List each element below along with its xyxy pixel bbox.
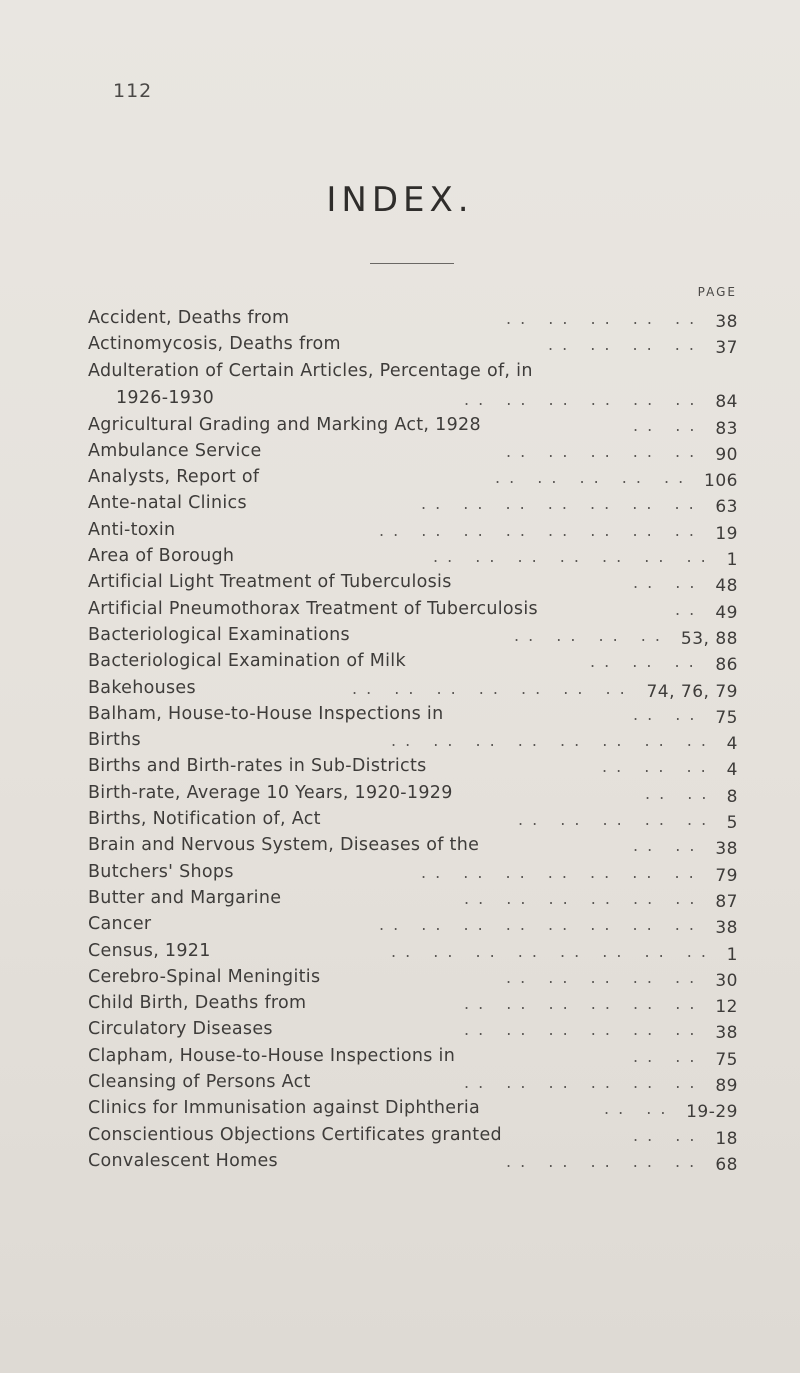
dot-leader: .. .. [645, 783, 716, 803]
dot-leader: .. .. [633, 573, 704, 593]
index-entry [88, 805, 738, 834]
entry-page-number: 38 [715, 1023, 738, 1044]
entry-page-number: 37 [715, 338, 738, 359]
dot-leader: .. .. .. .. .. .. [464, 994, 704, 1014]
dot-leader: .. .. .. .. .. .. [464, 888, 704, 908]
entry-page-number: 86 [715, 655, 738, 676]
index-entry [88, 330, 738, 359]
entry-page-number: 19 [715, 523, 738, 544]
entry-text: Area of Borough [88, 546, 235, 567]
dot-leader: .. .. .. .. .. [506, 967, 704, 987]
entry-text: Births, Notification of, Act [88, 809, 321, 830]
entry-text: Anti-toxin [88, 519, 176, 540]
index-entry [88, 463, 738, 492]
entry-text: Births and Birth-rates in Sub-Districts [88, 756, 427, 777]
entry-page-number: 89 [715, 1076, 738, 1097]
index-entry [88, 595, 738, 621]
page-title: INDEX. [326, 180, 474, 220]
dot-leader: .. .. .. .. .. .. .. [421, 494, 703, 514]
dot-leader: .. .. .. .. .. .. .. [433, 547, 715, 567]
entry-page-number: 53, 88 [680, 628, 738, 649]
entry-page-number: 49 [715, 602, 738, 623]
index-entry [88, 779, 738, 805]
index-entry [88, 542, 738, 571]
dot-leader: .. .. .. .. .. .. .. .. [379, 520, 703, 540]
entry-page-number: 63 [715, 497, 738, 518]
index-entry [88, 674, 738, 700]
index-entry [88, 437, 738, 463]
entry-text: Butchers' Shops [88, 861, 234, 882]
index-entry [88, 726, 738, 755]
entry-text: Census, 1921 [88, 940, 211, 961]
index-entry [88, 304, 738, 330]
dot-leader: .. .. .. .. [514, 625, 669, 645]
index-entries [88, 304, 738, 1173]
entry-text: Artificial Light Treatment of Tuberculosis [88, 572, 452, 593]
entry-page-number: 18 [715, 1128, 738, 1149]
index-entry [88, 1094, 738, 1123]
dot-leader: .. .. [633, 1125, 704, 1145]
entry-page-number: 19-29 [686, 1102, 738, 1123]
dot-leader: .. .. .. .. .. .. .. [421, 862, 703, 882]
index-entry [88, 411, 738, 437]
entry-text: Births [88, 730, 141, 751]
dot-leader: .. .. [633, 836, 704, 856]
index-entry [88, 1042, 738, 1068]
entry-page-number: 38 [715, 839, 738, 860]
index-entry [88, 1121, 738, 1147]
dot-leader: .. .. .. .. [548, 335, 703, 355]
entry-page-number: 4 [726, 734, 738, 755]
entry-page-number: 8 [726, 786, 738, 807]
entry-page-number: 90 [715, 444, 738, 465]
dot-leader: .. .. .. .. .. .. [464, 1020, 704, 1040]
dot-leader: .. .. .. [590, 652, 703, 672]
entry-text: Analysts, Report of [88, 467, 260, 488]
index-entry [88, 910, 738, 939]
entry-text: Circulatory Diseases [88, 1019, 273, 1040]
entry-text: Accident, Deaths from [88, 308, 290, 328]
entry-page-number: 12 [715, 997, 738, 1018]
entry-text: Clinics for Immunisation against Diphtheria [88, 1098, 481, 1119]
entry-page-number: 68 [715, 1154, 738, 1175]
dot-leader: .. .. .. .. .. .. .. .. [379, 915, 703, 935]
index-entry [88, 700, 738, 726]
index-entry [88, 489, 738, 518]
entry-page-number: 38 [715, 312, 738, 332]
entry-page-number: 1 [726, 944, 738, 965]
index-entry [88, 357, 738, 411]
dot-leader: .. .. [633, 704, 704, 724]
entry-text: Brain and Nervous System, Diseases of the [88, 835, 480, 856]
entry-text: Actinomycosis, Deaths from [88, 334, 341, 355]
dot-leader: .. [675, 599, 704, 619]
index-entry [88, 963, 738, 989]
dot-leader: .. .. .. .. .. .. .. .. [391, 941, 715, 961]
dot-leader: .. .. .. .. .. .. .. .. [391, 731, 715, 751]
entry-text: Cerebro-Spinal Meningitis [88, 966, 321, 987]
entry-page-number: 1 [726, 550, 738, 571]
index-entry [88, 647, 738, 676]
entry-page-number: 84 [715, 391, 738, 412]
entry-page-number: 30 [715, 970, 738, 991]
entry-text-continuation: 1926-1930 [116, 387, 215, 408]
index-entry [88, 568, 738, 597]
dot-leader: .. .. [633, 415, 704, 435]
entry-text: Cancer [88, 914, 152, 935]
entry-page-number: 83 [715, 418, 738, 439]
entry-text: Cleansing of Persons Act [88, 1072, 311, 1093]
entry-text: Convalescent Homes [88, 1150, 278, 1171]
entry-page-number: 75 [715, 1049, 738, 1070]
page-number: 112 [113, 80, 153, 102]
entry-text: Birth-rate, Average 10 Years, 1920-1929 [88, 782, 453, 803]
entry-page-number: 48 [715, 576, 738, 597]
dot-leader: .. .. .. .. .. .. [464, 1073, 704, 1093]
entry-text: Ante-natal Clinics [88, 493, 247, 514]
index-entry [88, 831, 738, 860]
entry-text: Agricultural Grading and Marking Act, 1928 [88, 414, 481, 435]
title-divider [370, 263, 454, 264]
index-entry [88, 989, 738, 1018]
index-entry [88, 1147, 738, 1173]
entry-page-number: 5 [726, 813, 738, 834]
entry-page-number: 4 [726, 760, 738, 781]
entry-text: Bakehouses [88, 677, 196, 698]
dot-leader: .. .. .. .. .. [495, 468, 693, 488]
index-entry [88, 937, 738, 963]
dot-leader: .. .. .. .. .. .. [464, 389, 704, 409]
entry-page-number: 38 [715, 918, 738, 939]
entry-text: Bacteriological Examinations [88, 624, 350, 645]
index-entry [88, 752, 738, 781]
entry-text: Ambulance Service [88, 440, 262, 461]
entry-text: Adulteration of Certain Articles, Percentage of, in [88, 360, 533, 381]
index-entry [88, 1068, 738, 1097]
entry-page-number: 87 [715, 891, 738, 912]
index-entry [88, 858, 738, 884]
page-column-header: PAGE [697, 285, 737, 299]
dot-leader: .. .. .. .. .. [506, 309, 704, 328]
dot-leader: .. .. [604, 1099, 675, 1119]
entry-text: Balham, House-to-House Inspections in [88, 703, 444, 724]
entry-text: Child Birth, Deaths from [88, 993, 307, 1014]
dot-leader: .. .. .. .. .. [506, 1151, 704, 1171]
entry-page-number: 106 [704, 471, 738, 492]
index-entry [88, 516, 738, 542]
dot-leader: .. .. .. .. .. .. .. [352, 678, 634, 698]
index-entry [88, 1015, 738, 1044]
entry-text: Clapham, House-to-House Inspections in [88, 1045, 456, 1066]
index-entry [88, 884, 738, 910]
index-entry [88, 621, 738, 647]
entry-text: Artificial Pneumothorax Treatment of Tuberculosis [88, 598, 538, 619]
entry-page-number: 75 [715, 707, 738, 728]
dot-leader: .. .. .. .. .. [506, 441, 704, 461]
dot-leader: .. .. .. [602, 757, 715, 777]
entry-page-number: 79 [715, 865, 738, 886]
entry-text: Bacteriological Examination of Milk [88, 651, 406, 672]
entry-text: Conscientious Objections Certificates granted [88, 1124, 502, 1145]
dot-leader: .. .. [633, 1046, 704, 1066]
entry-page-number: 74, 76, 79 [646, 681, 738, 702]
dot-leader: .. .. .. .. .. [518, 810, 716, 830]
entry-text: Butter and Margarine [88, 887, 282, 908]
